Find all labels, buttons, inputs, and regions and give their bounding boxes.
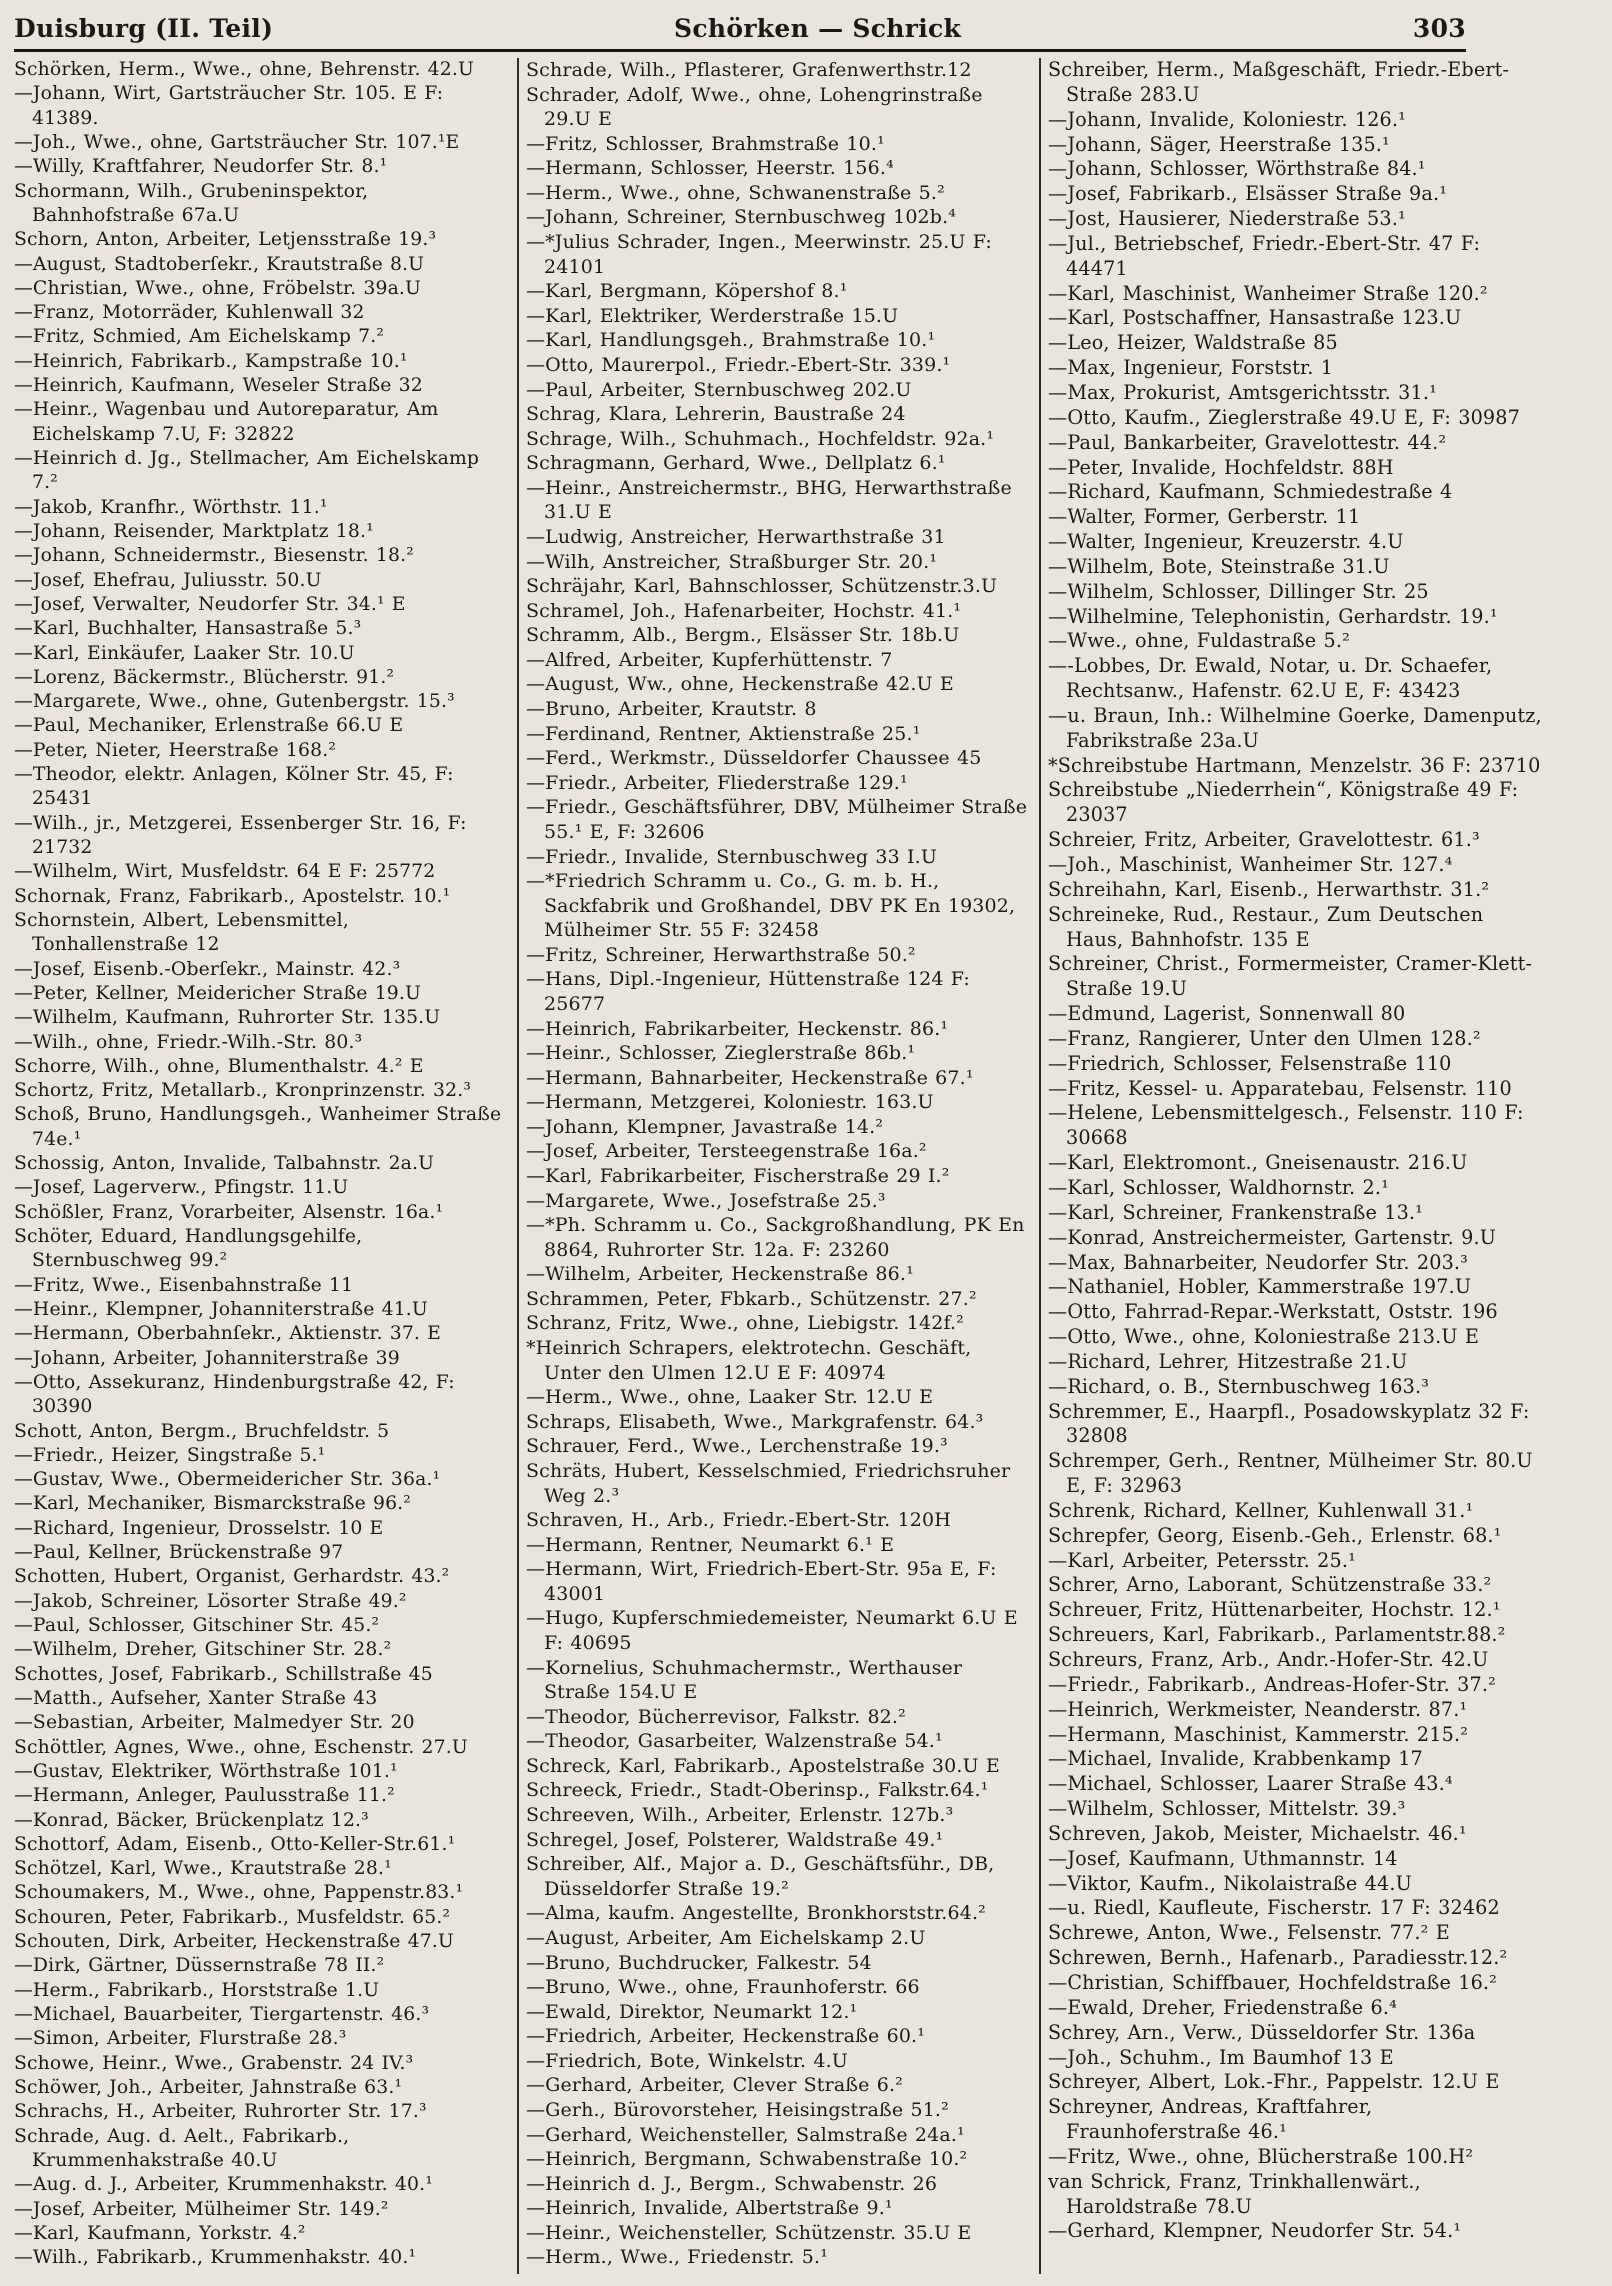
directory-entry: Schötzel, Karl, Wwe., Krautstraße 28.¹	[14, 1858, 392, 1880]
directory-entry: —Jost, Hausierer, Niederstraße 53.¹	[1048, 207, 1406, 231]
directory-entry: —Friedr., Invalide, Sternbuschweg 33 I.U	[526, 845, 938, 868]
directory-entry: —Otto, Assekuranz, Hindenburgstraße 42, F: 30390	[14, 1371, 455, 1418]
directory-entry: —Ewald, Dreher, Friedenstraße 6.⁴	[1048, 1995, 1397, 2019]
directory-entry: Schrauer, Ferd., Wwe., Lerchenstraße 19.³	[526, 1435, 948, 1458]
directory-entry: —Friedr., Fabrikarb., Andreas-Hofer-Str. 37.²	[1048, 1672, 1496, 1696]
directory-entry: —Lorenz, Bäckermstr., Blücherstr. 91.²	[14, 666, 395, 688]
directory-entry: —Josef, Kaufmann, Uthmannstr. 14	[1048, 1846, 1398, 1870]
directory-entry: Schreeven, Wilh., Arbeiter, Erlenstr. 127b.³	[526, 1804, 954, 1827]
directory-entry: —Leo, Heizer, Waldstraße 85	[1048, 331, 1338, 355]
directory-entry: —Paul, Bankarbeiter, Gravelottestr. 44.²	[1048, 430, 1447, 454]
directory-entry: Schornak, Franz, Fabrikarb., Apostelstr. 10.¹	[14, 885, 451, 907]
directory-entry: —Alma, kaufm. Angestellte, Bronkhorststr.64.²	[526, 1902, 986, 1925]
directory-entry: —Wilhelm, Wirt, Musfeldstr. 64 E F: 25772	[14, 861, 436, 883]
directory-entry: —Sebastian, Arbeiter, Malmedyer Str. 20	[14, 1712, 415, 1734]
directory-entry: —Friedrich, Schlosser, Felsenstraße 110	[1048, 1051, 1452, 1075]
directory-entry: Schregel, Josef, Polsterer, Waldstraße 49.¹	[526, 1828, 944, 1851]
directory-entry: Schreyer, Albert, Lok.-Fhr., Pappelstr. 12.U E	[1048, 2070, 1500, 2094]
directory-entry: —Heinrich, Werkmeister, Neanderstr. 87.¹	[1048, 1697, 1468, 1721]
directory-entry: Schrade, Aug. d. Aelt., Fabrikarb., Krummenhakstraße 40.U	[14, 2125, 350, 2171]
directory-entry: Schreeck, Friedr., Stadt-Oberinsp., Falkstr.64.¹	[526, 1779, 989, 1802]
directory-entry: —Wilhelmine, Telephonistin, Gerhardstr. 19.¹	[1048, 604, 1498, 628]
directory-entry: —Heinrich d. J., Bergm., Schwabenstr. 26	[526, 2172, 938, 2195]
directory-entry: —Heinr., Klempner, Johanniterstraße 41.U	[14, 1298, 428, 1320]
directory-entry: Schrewen, Bernh., Hafenarb., Paradiesstr.12.²	[1048, 1946, 1508, 1970]
directory-entry: —Jul., Betriebschef, Friedr.-Ebert-Str. 47 F: 44471	[1048, 231, 1481, 280]
directory-entry: —Margarete, Wwe., ohne, Gutenbergstr. 15.³	[14, 691, 455, 713]
directory-entry: —Walter, Ingenieur, Kreuzerstr. 4.U	[1048, 530, 1404, 554]
directory-entry: Schornstein, Albert, Lebensmittel, Tonhallenstraße 12	[14, 909, 349, 956]
directory-entry: —Heinr., Schlosser, Zieglerstraße 86b.¹	[526, 1042, 916, 1065]
directory-entry: Schöwer, Joh., Arbeiter, Jahnstraße 63.¹	[14, 2076, 403, 2098]
directory-entry: —Karl, Schreiner, Frankenstraße 13.¹	[1048, 1200, 1424, 1224]
directory-entry: —Jakob, Kranfhr., Wörthstr. 11.¹	[14, 496, 328, 518]
directory-entry: —Josef, Lagerverw., Pfingstr. 11.U	[14, 1177, 349, 1199]
directory-entry: Schragmann, Gerhard, Wwe., Dellplatz 6.¹	[526, 452, 946, 475]
directory-entry: —Otto, Kaufm., Zieglerstraße 49.U E, F: 30987	[1048, 405, 1520, 429]
directory-entry: —Fritz, Wwe., Eisenbahnstraße 11	[14, 1274, 354, 1296]
entries-column-2	[526, 58, 1030, 2276]
directory-entry: —Fritz, Wwe., ohne, Blücherstraße 100.H²	[1048, 2144, 1474, 2168]
directory-entry: *Heinrich Schrapers, elektrotechn. Geschäft, Unter den Ulmen 12.U E F: 40974	[526, 1337, 972, 1384]
directory-entry: —Helene, Lebensmittelgesch., Felsenstr. 110 F: 30668	[1048, 1101, 1524, 1150]
directory-entry: Schöttler, Agnes, Wwe., ohne, Eschenstr. 27.U	[14, 1736, 468, 1758]
directory-entry: —Herm., Wwe., Friedenstr. 5.¹	[526, 2246, 828, 2269]
directory-entry: Schrer, Arno, Laborant, Schützenstraße 33.²	[1048, 1573, 1492, 1597]
directory-entry: Schramm, Alb., Bergm., Elsässer Str. 18b.U	[526, 624, 960, 647]
directory-entry: —Peter, Nieter, Heerstraße 168.²	[14, 739, 336, 761]
directory-entry: Schreven, Jakob, Meister, Michaelstr. 46.¹	[1048, 1821, 1467, 1845]
directory-entry: —Heinrich, Kaufmann, Weseler Straße 32	[14, 375, 423, 397]
directory-entry: —Fritz, Schlosser, Brahmstraße 10.¹	[526, 132, 885, 155]
directory-entry: Schreck, Karl, Fabrikarb., Apostelstraße 30.U E	[526, 1754, 1000, 1777]
running-head	[14, 8, 1466, 46]
directory-entry: —Michael, Schlosser, Laarer Straße 43.⁴	[1048, 1772, 1453, 1796]
directory-entry: —Hermann, Metzgerei, Koloniestr. 163.U	[526, 1091, 934, 1114]
directory-entry: —Karl, Postschaffner, Hansastraße 123.U	[1048, 306, 1462, 330]
directory-entry: —Joh., Maschinist, Wanheimer Str. 127.⁴	[1048, 853, 1453, 876]
directory-entry: —Karl, Bergmann, Köpershof 8.¹	[526, 280, 848, 303]
directory-entry: —Peter, Kellner, Meidericher Straße 19.U	[14, 982, 421, 1004]
directory-entry: Schreiner, Christ., Formermeister, Cramer-Klett-Straße 19.U	[1048, 952, 1533, 1001]
directory-entry: —Joh., Schuhm., Im Baumhof 13 E	[1048, 2045, 1394, 2069]
directory-entry: Schott, Anton, Bergm., Bruchfeldstr. 5	[14, 1420, 390, 1442]
directory-entry: Schramel, Joh., Hafenarbeiter, Hochstr. 41.¹	[526, 599, 962, 622]
directory-entry: —Josef, Arbeiter, Tersteegenstraße 16a.²	[526, 1140, 927, 1163]
directory-entry: —Bruno, Arbeiter, Krautstr. 8	[526, 698, 817, 721]
directory-entry: Schößler, Franz, Vorarbeiter, Alsenstr. 16a.¹	[14, 1201, 444, 1223]
directory-entry: —Paul, Arbeiter, Sternbuschweg 202.U	[526, 378, 912, 401]
directory-entry: Schrachs, H., Arbeiter, Ruhrorter Str. 17.³	[14, 2101, 427, 2123]
directory-entry: —Josef, Arbeiter, Mülheimer Str. 149.²	[14, 2198, 389, 2220]
directory-entry: —Hermann, Oberbahnſekr., Aktienstr. 37. E	[14, 1323, 442, 1345]
directory-entry: —Johann, Arbeiter, Johanniterstraße 39	[14, 1347, 400, 1369]
directory-entry: —Jakob, Schreiner, Lösorter Straße 49.²	[14, 1590, 407, 1612]
directory-entry: —Heinrich, Fabrikarbeiter, Heckenstr. 86.¹	[526, 1017, 949, 1040]
directory-entry: Schoumakers, M., Wwe., ohne, Pappenstr.83.¹	[14, 1882, 464, 1904]
directory-entry: —u. Braun, Inh.: Wilhelmine Goerke, Damenputz, Fabrikstraße 23a.U	[1048, 703, 1542, 752]
directory-entry: —Friedr., Geschäftsführer, DBV, Mülheimer Straße 55.¹ E, F: 32606	[526, 796, 1028, 843]
directory-entry: *Schreibstube Hartmann, Menzelstr. 36 F: 23710	[1048, 753, 1541, 777]
directory-entry: —Friedrich, Bote, Winkelstr. 4.U	[526, 2049, 848, 2072]
directory-entry: Schreuers, Karl, Fabrikarb., Parlamentstr.88.²	[1048, 1623, 1506, 1647]
directory-entry: —Fritz, Schmied, Am Eichelskamp 7.²	[14, 326, 385, 348]
directory-entry: Schottes, Josef, Fabrikarb., Schillstraße 45	[14, 1663, 433, 1685]
directory-entry: —Heinr., Wagenbau und Autoreparatur, Am Eichelskamp 7.U, F: 32822	[14, 399, 439, 445]
directory-entry: —Gerhard, Klempner, Neudorfer Str. 54.¹	[1048, 2219, 1462, 2243]
directory-entry: —*Julius Schrader, Ingen., Meerwinstr. 25.U F: 24101	[526, 231, 992, 278]
directory-entry: —Wilhelm, Bote, Steinstraße 31.U	[1048, 554, 1390, 578]
directory-entry: —Hans, Dipl.-Ingenieur, Hüttenstraße 124 F: 25677	[526, 968, 970, 1015]
directory-entry: —Ferdinand, Rentner, Aktienstraße 25.¹	[526, 722, 921, 745]
directory-entry: —Konrad, Anstreichermeister, Gartenstr. 9.U	[1048, 1225, 1497, 1249]
directory-entry: —Karl, Fabrikarbeiter, Fischerstraße 29 I.²	[526, 1165, 950, 1188]
directory-entry: —Karl, Einkäufer, Laaker Str. 10.U	[14, 642, 355, 664]
directory-entry: —Karl, Maschinist, Wanheimer Straße 120.²	[1048, 281, 1488, 305]
directory-entry: Schowe, Heinr., Wwe., Grabenstr. 24 IV.³	[14, 2052, 414, 2074]
header-name-range: Schörken — Schrick	[674, 14, 962, 43]
directory-entry: —Willy, Kraftfahrer, Neudorfer Str. 8.¹	[14, 156, 388, 178]
directory-entry: —Max, Bahnarbeiter, Neudorfer Str. 203.³	[1048, 1250, 1469, 1274]
directory-entry: Schrage, Wilh., Schuhmach., Hochfeldstr. 92a.¹	[526, 427, 995, 450]
directory-entry: —Edmund, Lagerist, Sonnenwall 80	[1048, 1002, 1406, 1026]
directory-entry: —Friedr., Heizer, Singstraße 5.¹	[14, 1444, 326, 1466]
page-number: 303	[1412, 14, 1466, 43]
directory-entry: —Herm., Fabrikarb., Horststraße 1.U	[14, 1979, 380, 2001]
directory-entry: —Michael, Invalide, Krabbenkamp 17	[1048, 1747, 1423, 1771]
directory-entry: Schreier, Fritz, Arbeiter, Gravelottestr. 61.³	[1048, 828, 1480, 852]
directory-entry: —Gerhard, Weichensteller, Salmstraße 24a.¹	[526, 2123, 965, 2146]
directory-entry: —Theodor, elektr. Anlagen, Kölner Str. 45, F: 25431	[14, 764, 454, 810]
directory-entry: —Josef, Ehefrau, Juliusstr. 50.U	[14, 569, 322, 591]
directory-entry: —Wilhelm, Dreher, Gitschiner Str. 28.²	[14, 1639, 392, 1661]
directory-entry: —Johann, Klempner, Javastraße 14.²	[526, 1115, 884, 1138]
directory-entry: —Paul, Mechaniker, Erlenstraße 66.U E	[14, 715, 404, 737]
directory-entry: —Margarete, Wwe., Josefstraße 25.³	[526, 1189, 886, 1212]
directory-entry: —Josef, Eisenb.-Oberſekr., Mainstr. 42.³	[14, 958, 401, 980]
directory-entry: Schreineke, Rud., Restaur., Zum Deutschen Haus, Bahnhofstr. 135 E	[1048, 902, 1484, 951]
directory-entry: —Hermann, Rentner, Neumarkt 6.¹ E	[526, 1533, 895, 1556]
directory-entry: —Walter, Former, Gerberstr. 11	[1048, 505, 1361, 529]
directory-entry: —Nathaniel, Hobler, Kammerstraße 197.U	[1048, 1275, 1472, 1299]
directory-entry: Schreyner, Andreas, Kraftfahrer, Fraunhoferstraße 46.¹	[1048, 2095, 1373, 2144]
directory-entry: Schrepfer, Georg, Eisenb.-Geh., Erlenstr. 68.¹	[1048, 1523, 1502, 1547]
directory-entry: —-Lobbes, Dr. Ewald, Notar, u. Dr. Schaefer, Rechtsanw., Hafenstr. 62.U E, F: 43423	[1048, 654, 1493, 703]
directory-entry: —Heinrich d. Jg., Stellmacher, Am Eichelskamp 7.²	[14, 448, 480, 494]
directory-entry: —Fritz, Kessel- u. Apparatebau, Felsenstr. 110	[1048, 1076, 1512, 1100]
directory-entry: —Herm., Wwe., ohne, Schwanenstraße 5.²	[526, 181, 945, 204]
directory-entry: —Wilhelm, Schlosser, Dillinger Str. 25	[1048, 579, 1429, 603]
directory-entry: Schrenk, Richard, Kellner, Kuhlenwall 31.¹	[1048, 1498, 1474, 1522]
directory-entry: Schottorf, Adam, Eisenb., Otto-Keller-Str.61.¹	[14, 1833, 456, 1855]
directory-entry: —Gerhard, Arbeiter, Clever Straße 6.²	[526, 2074, 903, 2097]
directory-entry: —Friedr., Arbeiter, Fliederstraße 129.¹	[526, 771, 908, 794]
directory-entry: Schrader, Adolf, Wwe., ohne, Lohengrinstraße 29.U E	[526, 83, 983, 131]
directory-entry: —Heinrich, Bergmann, Schwabenstraße 10.²	[526, 2148, 968, 2171]
directory-entry: —Otto, Maurerpol., Friedr.-Ebert-Str. 339.¹	[526, 353, 951, 376]
directory-entry: —Paul, Schlosser, Gitschiner Str. 45.²	[14, 1615, 380, 1636]
directory-entry: —Johann, Schreiner, Sternbuschweg 102b.⁴	[526, 206, 957, 229]
directory-entry: —Christian, Schiffbauer, Hochfeldstraße 16.²	[1048, 1970, 1498, 1994]
directory-entry: —Theodor, Bücherrevisor, Falkstr. 82.²	[526, 1705, 906, 1728]
directory-entry: —Johann, Schneidermstr., Biesenstr. 18.²	[14, 545, 414, 567]
entries-column-3	[1048, 58, 1542, 2276]
column-divider	[517, 58, 519, 2274]
directory-entry: van Schrick, Franz, Trinkhallenwärt., Haroldstraße 78.U	[1048, 2169, 1421, 2218]
directory-entry: Schraps, Elisabeth, Wwe., Markgrafenstr. 64.³	[526, 1410, 984, 1433]
directory-entry: —Heinr., Weichensteller, Schützenstr. 35.U E	[526, 2221, 972, 2244]
directory-entry: —Simon, Arbeiter, Flurstraße 28.³	[14, 2028, 347, 2050]
directory-entry: —Fritz, Schreiner, Herwarthstraße 50.²	[526, 943, 916, 966]
directory-entry: Schrewe, Anton, Wwe., Felsenstr. 77.² E	[1048, 1921, 1450, 1945]
directory-entry: Schöter, Eduard, Handlungsgehilfe, Sternbuschweg 99.²	[14, 1226, 363, 1272]
directory-entry: Schraven, H., Arb., Friedr.-Ebert-Str. 120H	[526, 1509, 951, 1532]
directory-entry: —Johann, Reisender, Marktplatz 18.¹	[14, 520, 374, 542]
directory-entry: —*Ph. Schramm u. Co., Sackgroßhandlung, PK En 8864, Ruhrorter Str. 12a. F: 23260	[526, 1214, 1025, 1261]
directory-entry: —Franz, Rangierer, Unter den Ulmen 128.²	[1048, 1026, 1481, 1050]
directory-entry: —Karl, Elektromont., Gneisenaustr. 216.U	[1048, 1151, 1468, 1175]
directory-entry: —Aug. d. J., Arbeiter, Krummenhakstr. 40.¹	[14, 2174, 433, 2196]
directory-entry: —Max, Ingenieur, Forststr. 1	[1048, 356, 1334, 380]
directory-entry: —Wilhelm, Schlosser, Mittelstr. 39.³	[1048, 1797, 1406, 1821]
directory-entry: —Richard, Ingenieur, Drosselstr. 10 E	[14, 1517, 384, 1539]
directory-entry: —Wilhelm, Kaufmann, Ruhrorter Str. 135.U	[14, 1007, 441, 1029]
directory-entry: —Hermann, Maschinist, Kammerstr. 215.²	[1048, 1722, 1469, 1746]
directory-entry: —Gustav, Elektriker, Wörthstraße 101.¹	[14, 1760, 398, 1782]
directory-entry: —Alfred, Arbeiter, Kupferhüttenstr. 7	[526, 648, 893, 671]
directory-entry: —Johann, Säger, Heerstraße 135.¹	[1048, 132, 1390, 156]
directory-entry: —Wilh., Fabrikarb., Krummenhakstr. 40.¹	[14, 2247, 417, 2269]
directory-entry: —Paul, Kellner, Brückenstraße 97	[14, 1542, 344, 1564]
directory-entry: —Wilh, Anstreicher, Straßburger Str. 20.¹	[526, 550, 938, 573]
directory-entry: —Josef, Verwalter, Neudorfer Str. 34.¹ E	[14, 593, 406, 615]
directory-entry: —Ferd., Werkmstr., Düsseldorfer Chaussee 45	[526, 747, 982, 770]
directory-entry: —August, Stadtoberſekr., Krautstraße 8.U	[14, 253, 425, 275]
directory-entry: —Konrad, Bäcker, Brückenplatz 12.³	[14, 1809, 369, 1831]
directory-entry: —Karl, Buchhalter, Hansastraße 5.³	[14, 618, 362, 640]
directory-entry: —Hermann, Schlosser, Heerstr. 156.⁴	[526, 157, 894, 180]
directory-entry: —Wilh., ohne, Friedr.-Wilh.-Str. 80.³	[14, 1031, 363, 1053]
directory-entry: Schranz, Fritz, Wwe., ohne, Liebigstr. 142f.²	[526, 1312, 964, 1335]
directory-entry: —Otto, Wwe., ohne, Koloniestraße 213.U E	[1048, 1325, 1480, 1349]
directory-entry: —Karl, Handlungsgeh., Brahmstraße 10.¹	[526, 329, 936, 352]
directory-entry: Schreiber, Herm., Maßgeschäft, Friedr.-Ebert-Straße 283.U	[1048, 58, 1510, 106]
directory-entry: —Gerh., Bürovorsteher, Heisingstraße 51.²	[526, 2098, 949, 2121]
directory-entry: Schouren, Peter, Fabrikarb., Musfeldstr. 65.²	[14, 1906, 451, 1928]
directory-entry: Schreibstube „Niederrhein“, Königstraße 49 F: 23037	[1048, 778, 1519, 827]
directory-entry: —Heinrich, Fabrikarb., Kampstraße 10.¹	[14, 350, 408, 372]
directory-entry: Schorre, Wilh., ohne, Blumenthalstr. 4.² E	[14, 1055, 424, 1077]
directory-entry: —Ludwig, Anstreicher, Herwarthstraße 31	[526, 525, 946, 548]
directory-entry: —Josef, Fabrikarb., Elsässer Straße 9a.¹	[1048, 182, 1448, 206]
directory-entry: —Otto, Fahrrad-Repar.-Werkstatt, Oststr. 196	[1048, 1300, 1498, 1324]
header-rule	[14, 49, 1466, 52]
header-city-part: Duisburg (II. Teil)	[14, 14, 274, 43]
directory-entry: —Karl, Kaufmann, Yorkstr. 4.²	[14, 2222, 306, 2244]
directory-entry: Schormann, Wilh., Grubeninspektor, Bahnhofstraße 67a.U	[14, 180, 369, 226]
directory-entry: —Christian, Wwe., ohne, Fröbelstr. 39a.U	[14, 277, 422, 299]
directory-entry: —Kornelius, Schuhmachermstr., Werthauser Straße 154.U E	[526, 1656, 963, 1704]
directory-entry: —Heinrich, Invalide, Albertstraße 9.¹	[526, 2197, 893, 2220]
directory-entry: —Richard, Kaufmann, Schmiedestraße 4	[1048, 480, 1453, 504]
directory-entry: —Dirk, Gärtner, Düssernstraße 78 II.²	[14, 1955, 385, 1977]
directory-entry: —Richard, Lehrer, Hitzestraße 21.U	[1048, 1349, 1408, 1373]
directory-entry: —Max, Prokurist, Amtsgerichtsstr. 31.¹	[1048, 380, 1437, 404]
directory-entry: —Karl, Schlosser, Waldhornstr. 2.¹	[1048, 1175, 1389, 1199]
directory-entry: —Bruno, Buchdrucker, Falkestr. 54	[526, 1951, 872, 1974]
directory-entry: Schreiber, Alf., Major a. D., Geschäftsführ., DB, Düsseldorfer Straße 19.²	[526, 1853, 995, 1900]
directory-entry: Schossig, Anton, Invalide, Talbahnstr. 2a.U	[14, 1153, 435, 1175]
directory-entry: —Wwe., ohne, Fuldastraße 5.²	[1048, 629, 1350, 653]
directory-entry: —Karl, Arbeiter, Petersstr. 25.¹	[1048, 1548, 1356, 1572]
directory-entry: —Johann, Invalide, Koloniestr. 126.¹	[1048, 107, 1407, 131]
directory-entry: —Richard, o. B., Sternbuschweg 163.³	[1048, 1374, 1430, 1398]
directory-entry: —Heinr., Anstreichermstr., BHG, Herwarthstraße 31.U E	[526, 476, 1012, 524]
directory-entry: Schreurs, Franz, Arb., Andr.-Hofer-Str. 42.U	[1048, 1648, 1489, 1671]
directory-entry: Schreihahn, Karl, Eisenb., Herwarthstr. 31.²	[1048, 877, 1490, 901]
directory-entry: —Herm., Wwe., ohne, Laaker Str. 12.U E	[526, 1386, 934, 1409]
directory-entry: Schotten, Hubert, Organist, Gerhardstr. 43.²	[14, 1566, 450, 1588]
directory-entry: —Wilhelm, Arbeiter, Heckenstraße 86.¹	[526, 1263, 914, 1286]
directory-entry: Schremper, Gerh., Rentner, Mülheimer Str. 80.U E, F: 32963	[1048, 1449, 1533, 1498]
directory-entry: —Theodor, Gasarbeiter, Walzenstraße 54.¹	[526, 1730, 943, 1753]
directory-entry: —Bruno, Wwe., ohne, Fraunhoferstr. 66	[526, 1976, 920, 1999]
directory-entry: —Karl, Mechaniker, Bismarckstraße 96.²	[14, 1493, 411, 1515]
directory-entry: Schreuer, Fritz, Hüttenarbeiter, Hochstr. 12.¹	[1048, 1598, 1501, 1622]
directory-entry: Schrammen, Peter, Fbkarb., Schützenstr. 27.²	[526, 1287, 977, 1310]
directory-entry: —Johann, Schlosser, Wörthstraße 84.¹	[1048, 157, 1426, 181]
directory-entry: Schoß, Bruno, Handlungsgeh., Wanheimer Straße 74e.¹	[14, 1104, 502, 1150]
directory-entry: —August, Arbeiter, Am Eichelskamp 2.U	[526, 1926, 926, 1949]
directory-entry: —Michael, Bauarbeiter, Tiergartenstr. 46.³	[14, 2004, 430, 2025]
directory-entry: Schrade, Wilh., Pflasterer, Grafenwerthstr.12	[526, 59, 972, 81]
directory-entry: —Ewald, Direktor, Neumarkt 12.¹	[526, 2000, 858, 2023]
directory-entry: —Viktor, Kaufm., Nikolaistraße 44.U	[1048, 1871, 1412, 1895]
entries-column-1	[14, 58, 510, 2276]
directory-entry: —Friedrich, Arbeiter, Heckenstraße 60.¹	[526, 2025, 926, 2048]
directory-entry: Schortz, Fritz, Metallarb., Kronprinzenstr. 32.³	[14, 1080, 472, 1102]
directory-entry: Schräjahr, Karl, Bahnschlosser, Schützenstr.3.U	[526, 575, 998, 598]
directory-entry: Schrey, Arn., Verw., Düsseldorfer Str. 136a	[1048, 2020, 1476, 2044]
directory-entry: —Joh., Wwe., ohne, Gartsträucher Str. 107.¹E	[14, 131, 460, 153]
directory-entry: Schorn, Anton, Arbeiter, Letjensstraße 19.³	[14, 229, 437, 251]
directory-entry: Schouten, Dirk, Arbeiter, Heckenstraße 47.U	[14, 1931, 454, 1953]
directory-entry: —Peter, Invalide, Hochfeldstr. 88H	[1048, 455, 1394, 479]
directory-entry: Schörken, Herm., Wwe., ohne, Behrenstr. 42.U	[14, 59, 474, 80]
directory-entry: —Hermann, Anleger, Paulusstraße 11.²	[14, 1785, 395, 1807]
directory-entry: Schräts, Hubert, Kesselschmied, Friedrichsruher Weg 2.³	[526, 1459, 1011, 1507]
directory-entry: —*Friedrich Schramm u. Co., G. m. b. H., Sackfabrik und Großhandel, DBV PK En 19302, Mülheimer Str. 55 F: 32458	[526, 870, 1016, 942]
directory-entry: —Karl, Elektriker, Werderstraße 15.U	[526, 304, 899, 327]
directory-entry: —Johann, Wirt, Gartsträucher Str. 105. E F: 41389.	[14, 83, 444, 129]
directory-entry: —u. Riedl, Kaufleute, Fischerstr. 17 F: 32462	[1048, 1896, 1500, 1920]
directory-entry: —Wilh., jr., Metzgerei, Essenberger Str. 16, F: 21732	[14, 812, 467, 858]
directory-entry: —Hermann, Bahnarbeiter, Heckenstraße 67.¹	[526, 1066, 974, 1089]
directory-entry: Schremmer, E., Haarpfl., Posadowskyplatz 32 F: 32808	[1048, 1399, 1530, 1448]
directory-entry: —Franz, Motorräder, Kuhlenwall 32	[14, 302, 365, 324]
directory-entry: —Gustav, Wwe., Obermeidericher Str. 36a.¹	[14, 1469, 441, 1491]
column-divider	[1039, 58, 1041, 2274]
directory-entry: Schrag, Klara, Lehrerin, Baustraße 24	[526, 403, 906, 426]
directory-entry: —August, Ww., ohne, Heckenstraße 42.U E	[526, 673, 954, 696]
directory-entry: —Hugo, Kupferschmiedemeister, Neumarkt 6.U E F: 40695	[526, 1607, 1018, 1654]
directory-entry: —Matth., Aufseher, Xanter Straße 43	[14, 1687, 378, 1709]
directory-entry: —Hermann, Wirt, Friedrich-Ebert-Str. 95a E, F: 43001	[526, 1558, 997, 1605]
